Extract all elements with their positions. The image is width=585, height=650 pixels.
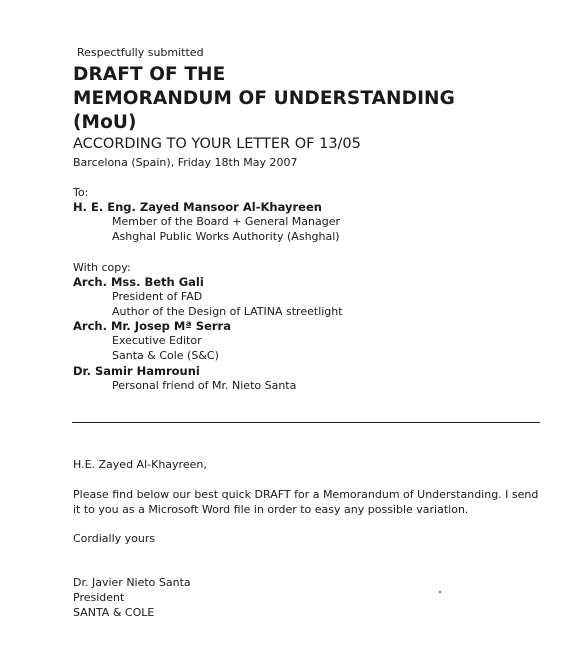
scan-speck bbox=[439, 591, 441, 593]
divider-line bbox=[72, 422, 540, 423]
title-line-3: (MoU) bbox=[73, 112, 137, 133]
submitted-line: Respectfully submitted bbox=[77, 46, 204, 59]
copy-label: With copy: bbox=[73, 261, 131, 274]
date-line: Barcelona (Spain), Friday 18th May 2007 bbox=[73, 156, 298, 169]
copy-detail-3a: Personal friend of Mr. Nieto Santa bbox=[112, 379, 297, 392]
signer-name: Dr. Javier Nieto Santa bbox=[73, 576, 191, 589]
recipient-role: Member of the Board + General Manager bbox=[112, 215, 340, 228]
copy-name-2: Arch. Mr. Josep Mª Serra bbox=[73, 319, 231, 333]
document-title bbox=[73, 63, 455, 135]
copy-detail-1a: President of FAD bbox=[112, 290, 203, 303]
signer-company: SANTA & COLE bbox=[73, 606, 155, 619]
copy-detail-1b: Author of the Design of LATINA streetlight bbox=[112, 305, 343, 318]
recipient-name: H. E. Eng. Zayed Mansoor Al-Khayreen bbox=[73, 200, 322, 214]
body-line-1: Please find below our best quick DRAFT for a Memorandum of Understanding. I send bbox=[73, 488, 539, 501]
body-line-2: it to you as a Microsoft Word file in order to easy any possible variation. bbox=[73, 503, 469, 516]
to-label: To: bbox=[73, 186, 89, 199]
copy-detail-2a: Executive Editor bbox=[112, 334, 202, 347]
closing: Cordially yours bbox=[73, 532, 156, 545]
title-line-1: DRAFT OF THE bbox=[73, 64, 226, 85]
copy-name-1: Arch. Mss. Beth Gali bbox=[73, 275, 204, 289]
copy-detail-2b: Santa & Cole (S&C) bbox=[112, 349, 219, 362]
title-line-2: MEMORANDUM OF UNDERSTANDING bbox=[73, 88, 455, 109]
recipient-organization: Ashghal Public Works Authority (Ashghal) bbox=[112, 230, 340, 243]
signer-title: President bbox=[73, 591, 125, 604]
reference-line: ACCORDING TO YOUR LETTER OF 13/05 bbox=[73, 136, 361, 152]
salutation: H.E. Zayed Al-Khayreen, bbox=[73, 458, 207, 471]
copy-name-3: Dr. Samir Hamrouni bbox=[73, 364, 200, 378]
